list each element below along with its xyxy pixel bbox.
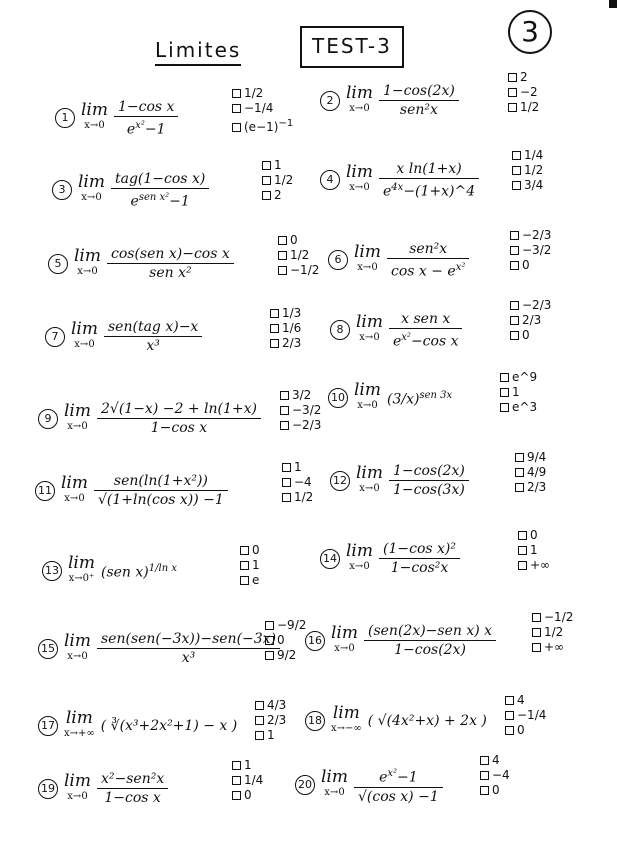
answer-option[interactable]: +∞ bbox=[532, 640, 573, 655]
limit-expression: ( √(4x²+x) + 2x ) bbox=[367, 713, 487, 729]
checkbox-icon[interactable] bbox=[510, 261, 519, 270]
checkbox-icon[interactable] bbox=[532, 613, 541, 622]
answer-option[interactable]: −3/2 bbox=[510, 243, 551, 258]
answer-option[interactable]: 4 bbox=[505, 693, 546, 708]
problem-number: 16 bbox=[305, 631, 325, 651]
checkbox-icon[interactable] bbox=[232, 123, 241, 132]
checkbox-icon[interactable] bbox=[278, 266, 287, 275]
problem-14 bbox=[320, 540, 460, 577]
checkbox-icon[interactable] bbox=[500, 388, 509, 397]
answer-option[interactable]: 1 bbox=[232, 758, 263, 773]
answer-option[interactable]: 1/2 bbox=[508, 100, 539, 115]
checkbox-icon[interactable] bbox=[508, 73, 517, 82]
checkbox-icon[interactable] bbox=[270, 339, 279, 348]
limit-expression: $\frac{1-\cos(2x)}{\text{sen²x}}$ bbox=[379, 82, 459, 119]
checkbox-icon[interactable] bbox=[512, 166, 521, 175]
checkbox-icon[interactable] bbox=[278, 236, 287, 245]
limit-expression: $\frac{\text{sen(sen(−3x))−sen(−3x)}}{\text{x³}}$ bbox=[97, 630, 280, 667]
limit-expression: $\frac{\text{sen²x}}{\cos x - e^{x^2}}$ bbox=[387, 240, 469, 281]
answer-option[interactable]: 0 bbox=[240, 543, 260, 558]
problem-18 bbox=[305, 705, 487, 737]
answer-option[interactable]: 1/4 bbox=[232, 773, 263, 788]
answer-option[interactable]: 0 bbox=[232, 788, 263, 803]
problem-number: 12 bbox=[330, 471, 350, 491]
answer-option[interactable]: 3/2 bbox=[280, 388, 321, 403]
checkbox-icon[interactable] bbox=[232, 104, 241, 113]
limit-operator: lim x→0 bbox=[354, 380, 381, 411]
limit-expression: $\frac{\text{x ln(1+x)}}{e^{4x}-(1+x)\^{}4}$ bbox=[379, 160, 479, 201]
checkbox-icon[interactable] bbox=[510, 301, 519, 310]
problem-number: 15 bbox=[38, 639, 58, 659]
limit-expression: $\frac{\text{sen(tag x)−x}}{\text{x³}}$ bbox=[104, 318, 202, 355]
answer-option[interactable]: 0 bbox=[265, 633, 306, 648]
corner-mark bbox=[609, 0, 617, 8]
problem-number: 10 bbox=[328, 388, 348, 408]
limit-operator: lim x→0 bbox=[74, 245, 101, 277]
answer-options bbox=[512, 148, 543, 193]
checkbox-icon[interactable] bbox=[232, 791, 241, 800]
problem-number: 6 bbox=[328, 250, 348, 270]
limit-expression: $\frac{1-\cos(2x)}{1-\cos(3x)}$ bbox=[389, 462, 469, 499]
checkbox-icon[interactable] bbox=[280, 391, 289, 400]
answer-option[interactable]: 2 bbox=[262, 188, 293, 203]
answer-option[interactable]: e^9 bbox=[500, 370, 537, 385]
problem-number: 5 bbox=[48, 254, 68, 274]
answer-option[interactable]: 9/4 bbox=[515, 450, 546, 465]
answer-option[interactable]: 1/2 bbox=[532, 625, 573, 640]
limit-expression: $(3/x)^{sen 3x}$ bbox=[387, 390, 453, 408]
answer-option[interactable]: 1/2 bbox=[282, 490, 313, 505]
problem-15 bbox=[38, 630, 280, 667]
answer-options bbox=[480, 753, 510, 798]
checkbox-icon[interactable] bbox=[240, 561, 249, 570]
limit-operator: lim x→0 bbox=[61, 472, 88, 504]
problem-number: 1 bbox=[55, 108, 75, 128]
limit-operator: lim x→0 bbox=[346, 162, 373, 194]
page-title: Limites bbox=[155, 38, 241, 66]
answer-option[interactable]: 3/4 bbox=[512, 178, 543, 193]
answer-option[interactable]: 0 bbox=[510, 328, 551, 343]
checkbox-icon[interactable] bbox=[508, 88, 517, 97]
answer-option[interactable]: 4/3 bbox=[255, 698, 286, 713]
answer-options bbox=[278, 233, 319, 278]
checkbox-icon[interactable] bbox=[515, 453, 524, 462]
problem-4 bbox=[320, 160, 479, 201]
checkbox-icon[interactable] bbox=[282, 463, 291, 472]
answer-option[interactable]: 4 bbox=[480, 753, 510, 768]
answer-option[interactable]: 1/3 bbox=[270, 306, 301, 321]
checkbox-icon[interactable] bbox=[532, 628, 541, 637]
limit-operator: lim x→0 bbox=[78, 172, 105, 204]
answer-option[interactable]: 1/6 bbox=[270, 321, 301, 336]
limit-operator: lim x→0 bbox=[346, 540, 373, 572]
checkbox-icon[interactable] bbox=[512, 181, 521, 190]
problem-11 bbox=[35, 472, 228, 509]
checkbox-icon[interactable] bbox=[255, 731, 264, 740]
problem-16 bbox=[305, 622, 496, 659]
limit-expression: $\frac{\text{x sen x}}{e^{x^2}-\cos x}$ bbox=[389, 310, 462, 351]
checkbox-icon[interactable] bbox=[518, 546, 527, 555]
checkbox-icon[interactable] bbox=[480, 786, 489, 795]
checkbox-icon[interactable] bbox=[505, 711, 514, 720]
answer-options bbox=[265, 618, 306, 663]
problem-number: 9 bbox=[38, 409, 58, 429]
answer-option[interactable]: 2 bbox=[508, 70, 539, 85]
answer-options bbox=[232, 758, 263, 803]
limit-expression: $\frac{\text{cos(sen x)−cos x}}{\text{sen x²}}$ bbox=[107, 245, 234, 282]
answer-options bbox=[518, 528, 550, 573]
checkbox-icon[interactable] bbox=[500, 403, 509, 412]
limit-operator: lim x→0 bbox=[64, 400, 91, 432]
answer-option[interactable]: −2/3 bbox=[510, 228, 551, 243]
problem-2 bbox=[320, 82, 459, 119]
answer-option[interactable]: −2/3 bbox=[510, 298, 551, 313]
checkbox-icon[interactable] bbox=[505, 726, 514, 735]
answer-option[interactable]: −1/4 bbox=[505, 708, 546, 723]
problem-5 bbox=[48, 245, 234, 282]
answer-option[interactable]: 1/2 bbox=[512, 163, 543, 178]
checkbox-icon[interactable] bbox=[240, 546, 249, 555]
checkbox-icon[interactable] bbox=[515, 483, 524, 492]
checkbox-icon[interactable] bbox=[480, 771, 489, 780]
answer-options bbox=[532, 610, 573, 655]
answer-option[interactable]: 0 bbox=[510, 258, 551, 273]
limit-operator: lim x→0 bbox=[81, 100, 108, 132]
answer-options bbox=[240, 543, 260, 588]
checkbox-icon[interactable] bbox=[510, 316, 519, 325]
answer-options bbox=[280, 388, 321, 433]
limit-expression: $\frac{\text{tag(1−cos x)}}{e^{sen x^2}-1}$ bbox=[111, 170, 209, 211]
answer-option[interactable]: 9/2 bbox=[265, 648, 306, 663]
checkbox-icon[interactable] bbox=[262, 176, 271, 185]
checkbox-icon[interactable] bbox=[280, 421, 289, 430]
checkbox-icon[interactable] bbox=[262, 161, 271, 170]
limit-operator: lim x→+∞ bbox=[64, 708, 95, 739]
answer-option[interactable]: −2/3 bbox=[280, 418, 321, 433]
problem-9 bbox=[38, 400, 261, 437]
checkbox-icon[interactable] bbox=[278, 251, 287, 260]
answer-options bbox=[510, 228, 551, 273]
answer-options bbox=[255, 698, 286, 743]
answer-option[interactable]: +∞ bbox=[518, 558, 550, 573]
problem-19 bbox=[38, 770, 168, 807]
problem-17 bbox=[38, 710, 237, 742]
answer-option[interactable]: 1 bbox=[518, 543, 550, 558]
checkbox-icon[interactable] bbox=[270, 309, 279, 318]
answer-option[interactable]: 0 bbox=[518, 528, 550, 543]
answer-option[interactable]: −9/2 bbox=[265, 618, 306, 633]
limit-operator: lim x→0 bbox=[64, 630, 91, 662]
checkbox-icon[interactable] bbox=[500, 373, 509, 382]
problem-20 bbox=[295, 765, 443, 806]
problem-number: 7 bbox=[45, 327, 65, 347]
checkbox-icon[interactable] bbox=[280, 406, 289, 415]
answer-option[interactable]: −2 bbox=[508, 85, 539, 100]
limit-expression: ( ∛(x³+2x²+1) − x ) bbox=[100, 718, 238, 734]
checkbox-icon[interactable] bbox=[510, 331, 519, 340]
answer-options bbox=[508, 70, 539, 115]
answer-option[interactable]: 0 bbox=[278, 233, 319, 248]
answer-option[interactable]: −4 bbox=[480, 768, 510, 783]
answer-option[interactable]: 0 bbox=[505, 723, 546, 738]
limit-expression: $\frac{\text{(1−cos x)²}}{\text{1−cos²x}}$ bbox=[379, 540, 460, 577]
limit-operator: lim x→−∞ bbox=[331, 703, 362, 734]
limit-operator: lim x→0 bbox=[321, 767, 348, 799]
answer-option[interactable]: 1/4 bbox=[512, 148, 543, 163]
answer-option[interactable]: −3/2 bbox=[280, 403, 321, 418]
answer-options bbox=[510, 298, 551, 343]
problem-number: 2 bbox=[320, 91, 340, 111]
answer-option[interactable]: 2/3 bbox=[510, 313, 551, 328]
test-label: TEST-3 bbox=[300, 26, 404, 68]
answer-option[interactable]: −4 bbox=[282, 475, 313, 490]
answer-options bbox=[262, 158, 293, 203]
test-number: 3 bbox=[508, 10, 552, 54]
checkbox-icon[interactable] bbox=[265, 636, 274, 645]
limit-operator: lim x→0⁺ bbox=[68, 553, 95, 584]
limit-expression: $\frac{\text{x²−sen²x}}{\text{1−cos x}}$ bbox=[97, 770, 168, 807]
limit-operator: lim x→0 bbox=[356, 462, 383, 494]
answer-options bbox=[515, 450, 546, 495]
checkbox-icon[interactable] bbox=[240, 576, 249, 585]
limit-operator: lim x→0 bbox=[354, 242, 381, 274]
problem-8 bbox=[330, 310, 462, 351]
limit-expression: $\frac{2√(1-x) -2 + \ln(1+x)}{\text{1−cos x}}$ bbox=[97, 400, 261, 437]
problem-10 bbox=[328, 382, 452, 414]
checkbox-icon[interactable] bbox=[480, 756, 489, 765]
checkbox-icon[interactable] bbox=[262, 191, 271, 200]
checkbox-icon[interactable] bbox=[505, 696, 514, 705]
limit-operator: lim x→0 bbox=[64, 770, 91, 802]
problem-number: 19 bbox=[38, 779, 58, 799]
problem-7 bbox=[45, 318, 202, 355]
problem-1 bbox=[55, 98, 178, 139]
answer-options bbox=[282, 460, 313, 505]
checkbox-icon[interactable] bbox=[265, 651, 274, 660]
checkbox-icon[interactable] bbox=[232, 761, 241, 770]
checkbox-icon[interactable] bbox=[282, 493, 291, 502]
checkbox-icon[interactable] bbox=[512, 151, 521, 160]
answer-options bbox=[270, 306, 301, 351]
answer-option[interactable]: 0 bbox=[480, 783, 510, 798]
answer-option[interactable]: $(e-1)^{-1}$ bbox=[232, 116, 293, 135]
answer-option[interactable]: e^3 bbox=[500, 400, 537, 415]
checkbox-icon[interactable] bbox=[255, 701, 264, 710]
checkbox-icon[interactable] bbox=[270, 324, 279, 333]
answer-options bbox=[500, 370, 537, 415]
checkbox-icon[interactable] bbox=[265, 621, 274, 630]
limit-operator: lim x→0 bbox=[331, 622, 358, 654]
checkbox-icon[interactable] bbox=[282, 478, 291, 487]
limit-expression: (sen x)$^{1/ln x}$ bbox=[101, 563, 177, 581]
checkbox-icon[interactable] bbox=[515, 468, 524, 477]
limit-operator: lim x→0 bbox=[356, 312, 383, 344]
problem-number: 17 bbox=[38, 716, 58, 736]
limit-operator: lim x→0 bbox=[346, 82, 373, 114]
answer-option[interactable]: 2/3 bbox=[255, 713, 286, 728]
checkbox-icon[interactable] bbox=[508, 103, 517, 112]
checkbox-icon[interactable] bbox=[518, 531, 527, 540]
answer-option[interactable]: 1/2 bbox=[278, 248, 319, 263]
checkbox-icon[interactable] bbox=[518, 561, 527, 570]
problem-13 bbox=[42, 555, 177, 587]
problem-6 bbox=[328, 240, 469, 281]
answer-option[interactable]: 1/2 bbox=[232, 86, 293, 101]
problem-number: 13 bbox=[42, 561, 62, 581]
answer-option[interactable]: −1/2 bbox=[532, 610, 573, 625]
checkbox-icon[interactable] bbox=[255, 716, 264, 725]
answer-options bbox=[505, 693, 546, 738]
problem-number: 8 bbox=[330, 320, 350, 340]
answer-option[interactable]: 1 bbox=[255, 728, 286, 743]
problem-number: 4 bbox=[320, 170, 340, 190]
checkbox-icon[interactable] bbox=[232, 776, 241, 785]
answer-option[interactable]: −1/2 bbox=[278, 263, 319, 278]
answer-option[interactable]: 1 bbox=[282, 460, 313, 475]
problem-number: 14 bbox=[320, 549, 340, 569]
answer-option[interactable]: 2/3 bbox=[270, 336, 301, 351]
problem-number: 3 bbox=[52, 180, 72, 200]
answer-option[interactable]: 1/2 bbox=[262, 173, 293, 188]
answer-options bbox=[232, 86, 293, 135]
problem-12 bbox=[330, 462, 469, 499]
limit-expression: $\frac{e^{x^2}-1}{\text{√(cos x) −1}}$ bbox=[354, 765, 443, 806]
problem-number: 20 bbox=[295, 775, 315, 795]
problem-number: 18 bbox=[305, 711, 325, 731]
checkbox-icon[interactable] bbox=[532, 643, 541, 652]
problem-number: 11 bbox=[35, 481, 55, 501]
problem-3 bbox=[52, 170, 209, 211]
answer-option[interactable]: 1 bbox=[262, 158, 293, 173]
checkbox-icon[interactable] bbox=[510, 246, 519, 255]
answer-option[interactable]: e bbox=[240, 573, 260, 588]
checkbox-icon[interactable] bbox=[232, 89, 241, 98]
limit-operator: lim x→0 bbox=[71, 318, 98, 350]
answer-option[interactable]: 4/9 bbox=[515, 465, 546, 480]
answer-option[interactable]: 2/3 bbox=[515, 480, 546, 495]
checkbox-icon[interactable] bbox=[510, 231, 519, 240]
answer-option[interactable]: −1/4 bbox=[232, 101, 293, 116]
limit-expression: $\frac{\text{sen(ln(1+x²))}}{\text{√(1+ln(cos x)) −1}}$ bbox=[94, 472, 228, 509]
answer-option[interactable]: 1 bbox=[500, 385, 537, 400]
answer-option[interactable]: 1 bbox=[240, 558, 260, 573]
limit-expression: $\frac{\text{(sen(2x)−sen x) x}}{1-\cos(2x)}$ bbox=[364, 622, 496, 659]
limit-expression: $\frac{\text{1−cos x}}{e^{x^2}-1}$ bbox=[114, 98, 178, 139]
